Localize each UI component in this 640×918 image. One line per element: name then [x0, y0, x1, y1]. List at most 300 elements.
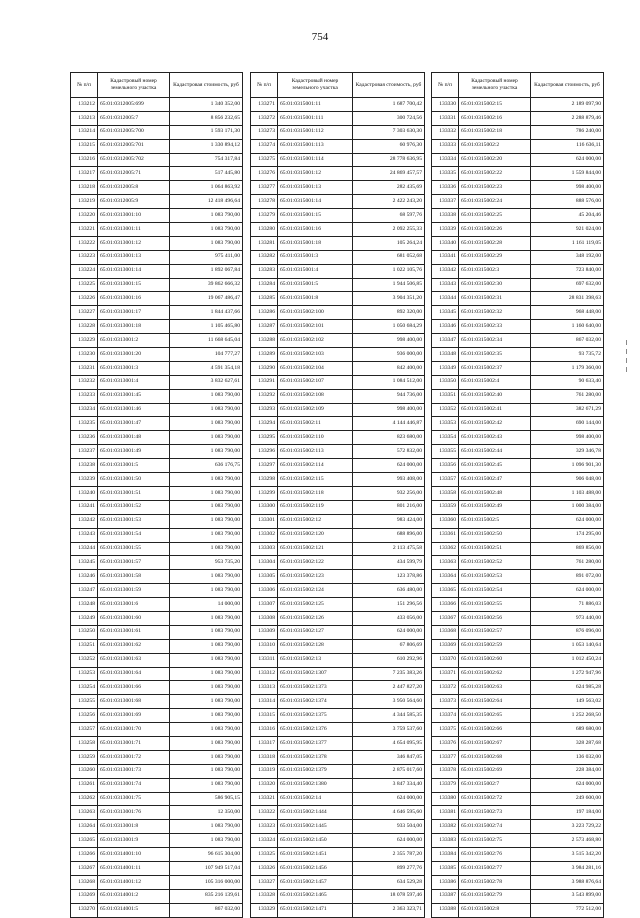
- cadastral-number: 65:01:0315002:123: [278, 570, 353, 584]
- table-row: [251, 653, 425, 667]
- row-number: 133382: [432, 820, 459, 834]
- table-row: [71, 375, 243, 389]
- cadastral-value: 136 032,00: [531, 750, 604, 764]
- row-number: 133383: [432, 834, 459, 848]
- table-row: [432, 417, 604, 431]
- cadastral-number: 65:01:0315002:14: [278, 792, 353, 806]
- table-row: [251, 542, 425, 556]
- table-row: [251, 375, 425, 389]
- cadastral-value: 723 840,00: [531, 264, 604, 278]
- cadastral-number: 65:01:0315002:59: [459, 639, 531, 653]
- table-row: [251, 764, 425, 778]
- row-number: 133302: [251, 528, 278, 542]
- table-row: [432, 431, 604, 445]
- row-number: 133320: [251, 778, 278, 792]
- cadastral-number: 65:01:0315002:2: [459, 139, 531, 153]
- row-number: 133276: [251, 167, 278, 181]
- cadastral-value: 28 778 636,95: [353, 153, 425, 167]
- table-row: [71, 584, 243, 598]
- cadastral-value: 7 303 630,30: [353, 125, 425, 139]
- cadastral-number: 65:01:0314001:11: [98, 861, 170, 875]
- cadastral-value: 1 687 700,42: [353, 98, 425, 112]
- cadastral-value: 983 424,00: [353, 514, 425, 528]
- row-number: 133308: [251, 611, 278, 625]
- cadastral-number: 65:01:0315002:11: [278, 417, 353, 431]
- row-number: 133314: [251, 695, 278, 709]
- cadastral-number: 65:01:0315002:55: [459, 598, 531, 612]
- cadastral-number: 65:01:0315002:110: [278, 431, 353, 445]
- cadastral-value: 434 599,79: [353, 556, 425, 570]
- cadastral-number: 65:01:0315002:51: [459, 542, 531, 556]
- cadastral-value: 869 856,00: [531, 542, 604, 556]
- cadastral-number: 65:01:0315001:112: [278, 125, 353, 139]
- table-row: [432, 834, 604, 848]
- cadastral-number: 65:01:0315002:69: [459, 764, 531, 778]
- row-number: 133264: [71, 820, 98, 834]
- row-number: 133370: [432, 653, 459, 667]
- cadastral-value: 105 264,24: [353, 236, 425, 250]
- table-row: [71, 348, 243, 362]
- cadastral-number: 65:01:0315002:1451: [278, 848, 353, 862]
- row-number: 133359: [432, 500, 459, 514]
- cadastral-number: 65:01:0315002:13: [278, 653, 353, 667]
- row-number: 133349: [432, 361, 459, 375]
- cadastral-value: 634 529,28: [353, 875, 425, 889]
- cadastral-value: 1 105 465,80: [170, 320, 243, 334]
- cadastral-value: 921 024,00: [531, 223, 604, 237]
- row-number: 133215: [71, 139, 98, 153]
- row-number: 133257: [71, 723, 98, 737]
- cadastral-value: 888 576,00: [531, 195, 604, 209]
- table-row: [251, 264, 425, 278]
- row-number: 133231: [71, 361, 98, 375]
- cadastral-number: 65:01:0315002:128: [278, 639, 353, 653]
- header-num: № п/п: [251, 73, 278, 98]
- cadastral-value: 1 083 790,00: [170, 514, 243, 528]
- row-number: 133296: [251, 445, 278, 459]
- cadastral-number: 65:01:0315002:1380: [278, 778, 353, 792]
- row-number: 133280: [251, 223, 278, 237]
- cadastral-number: 65:01:0313001:73: [98, 764, 170, 778]
- row-number: 133234: [71, 403, 98, 417]
- table-row: [251, 834, 425, 848]
- row-number: 133301: [251, 514, 278, 528]
- cadastral-value: 1 083 790,00: [170, 236, 243, 250]
- cadastral-number: 65:01:0315002:120: [278, 528, 353, 542]
- cadastral-number: 65:01:0315002:1445: [278, 820, 353, 834]
- cadastral-value: 67 806,69: [353, 639, 425, 653]
- table-row: [71, 848, 243, 862]
- row-number: 133272: [251, 111, 278, 125]
- cadastral-value: 68 597,76: [353, 209, 425, 223]
- table-row: [432, 320, 604, 334]
- row-number: 133342: [432, 264, 459, 278]
- table-row: [432, 334, 604, 348]
- cadastral-number: 65:01:0315002:79: [459, 889, 531, 903]
- cadastral-number: 65:01:0313001:49: [98, 445, 170, 459]
- row-number: 133277: [251, 181, 278, 195]
- page-number: 754: [311, 31, 329, 43]
- table-row: [432, 764, 604, 778]
- cadastral-number: 65:01:0313001:69: [98, 709, 170, 723]
- cadastral-value: 761 280,00: [531, 389, 604, 403]
- table-row: [71, 514, 243, 528]
- table-row: [71, 500, 243, 514]
- cadastral-number: 65:01:0315002:31: [459, 292, 531, 306]
- row-number: 133373: [432, 695, 459, 709]
- cadastral-value: 801 216,00: [353, 500, 425, 514]
- cadastral-value: 105 316 000,00: [170, 875, 243, 889]
- row-number: 133366: [432, 598, 459, 612]
- cadastral-value: 18 078 597,46: [353, 889, 425, 903]
- row-number: 133259: [71, 750, 98, 764]
- cadastral-number: 65:01:0313001:50: [98, 473, 170, 487]
- cadastral-value: 3 988 876,64: [531, 875, 604, 889]
- header-num: № п/п: [71, 73, 98, 98]
- cadastral-value: 1 103 488,00: [531, 486, 604, 500]
- cadastral-number: 65:01:0315002:104: [278, 361, 353, 375]
- table-row: [71, 306, 243, 320]
- row-number: 133330: [432, 98, 459, 112]
- cadastral-number: 65:01:0313001:76: [98, 806, 170, 820]
- table-row: [251, 139, 425, 153]
- table-row: [432, 778, 604, 792]
- cadastral-value: 1 000 384,00: [531, 500, 604, 514]
- cadastral-number: 65:01:0313001:47: [98, 417, 170, 431]
- row-number: 133243: [71, 528, 98, 542]
- cadastral-number: 65:01:0315002:4: [459, 375, 531, 389]
- cadastral-value: 1 053 140,64: [531, 639, 604, 653]
- row-number: 133343: [432, 278, 459, 292]
- cadastral-number: 65:01:0315002:126: [278, 611, 353, 625]
- table-row: [251, 820, 425, 834]
- cadastral-number: 65:01:0315002:60: [459, 653, 531, 667]
- cadastral-value: 1 844 437,66: [170, 306, 243, 320]
- cadastral-value: 586 905,15: [170, 792, 243, 806]
- table-row: [71, 695, 243, 709]
- cadastral-value: 2 113 475,58: [353, 542, 425, 556]
- row-number: 133265: [71, 834, 98, 848]
- row-number: 133361: [432, 528, 459, 542]
- cadastral-value: 174 295,00: [531, 528, 604, 542]
- cadastral-value: 3 223 729,22: [531, 820, 604, 834]
- row-number: 133290: [251, 361, 278, 375]
- row-number: 133340: [432, 236, 459, 250]
- cadastral-value: 624 985,28: [531, 681, 604, 695]
- cadastral-value: 282 435,69: [353, 181, 425, 195]
- cadastral-number: 65:01:0313001:14: [98, 264, 170, 278]
- cadastral-value: 1 083 790,00: [170, 570, 243, 584]
- cadastral-number: 65:01:0315002:124: [278, 584, 353, 598]
- table-row: [71, 542, 243, 556]
- cadastral-value: 1 083 790,00: [170, 500, 243, 514]
- table-row: [432, 500, 604, 514]
- cadastral-value: 936 000,00: [353, 348, 425, 362]
- row-number: 133322: [251, 806, 278, 820]
- row-number: 133350: [432, 375, 459, 389]
- cadastral-value: 71 886,03: [531, 598, 604, 612]
- cadastral-value: 1 083 790,00: [170, 542, 243, 556]
- cadastral-value: 107 949 517,04: [170, 861, 243, 875]
- cadastral-number: 65:01:0315002:42: [459, 417, 531, 431]
- cadastral-number: 65:01:0315002:108: [278, 389, 353, 403]
- cadastral-value: 1 083 790,00: [170, 820, 243, 834]
- cadastral-value: 1 083 790,00: [170, 611, 243, 625]
- table-row: [251, 889, 425, 903]
- row-number: 133360: [432, 514, 459, 528]
- cadastral-value: 2 092 255,33: [353, 223, 425, 237]
- cadastral-number: 65:01:0313001:20: [98, 348, 170, 362]
- cadastral-number: 65:01:0315002:15: [459, 98, 531, 112]
- row-number: 133367: [432, 611, 459, 625]
- row-number: 133245: [71, 556, 98, 570]
- row-number: 133282: [251, 250, 278, 264]
- header-cadastral-number: Кадастровый номер земельного участка: [98, 73, 170, 98]
- row-number: 133375: [432, 723, 459, 737]
- row-number: 133250: [71, 625, 98, 639]
- cadastral-number: 65:01:0315002:73: [459, 806, 531, 820]
- cadastral-value: 14 000,00: [170, 598, 243, 612]
- cadastral-number: 65:01:0315002:101: [278, 320, 353, 334]
- table-row: [71, 653, 243, 667]
- cadastral-number: 65:01:0312005:699: [98, 98, 170, 112]
- row-number: 133312: [251, 667, 278, 681]
- cadastral-number: 65:01:0315002:41: [459, 403, 531, 417]
- cadastral-number: 65:01:0315002:75: [459, 834, 531, 848]
- cadastral-number: 65:01:0313001:52: [98, 500, 170, 514]
- table-row: [432, 889, 604, 903]
- table-row: [71, 903, 243, 917]
- row-number: 133332: [432, 125, 459, 139]
- row-number: 133309: [251, 625, 278, 639]
- row-number: 133323: [251, 820, 278, 834]
- cadastral-value: 998 400,00: [531, 181, 604, 195]
- row-number: 133377: [432, 750, 459, 764]
- cadastral-value: 624 000,00: [531, 778, 604, 792]
- cadastral-value: 8 856 232,65: [170, 111, 243, 125]
- row-number: 133247: [71, 584, 98, 598]
- cadastral-number: 65:01:0315002:77: [459, 861, 531, 875]
- row-number: 133212: [71, 98, 98, 112]
- row-number: 133297: [251, 459, 278, 473]
- table-row: [432, 278, 604, 292]
- cadastral-value: 3 543 899,00: [531, 889, 604, 903]
- table-row: [71, 570, 243, 584]
- table-row: [71, 486, 243, 500]
- cadastral-value: 624 000,00: [353, 459, 425, 473]
- scan-margin-mark: [626, 340, 628, 388]
- table-row: [71, 459, 243, 473]
- row-number: 133321: [251, 792, 278, 806]
- table-row: [432, 264, 604, 278]
- table-row: [432, 875, 604, 889]
- cadastral-number: 65:01:0315002:45: [459, 459, 531, 473]
- table-row: [432, 653, 604, 667]
- row-number: 133351: [432, 389, 459, 403]
- table-row: [251, 236, 425, 250]
- cadastral-value: 149 563,02: [531, 695, 604, 709]
- cadastral-number: 65:01:0315002:16: [459, 111, 531, 125]
- table-row: [432, 139, 604, 153]
- table-row: [71, 611, 243, 625]
- cadastral-number: 65:01:0315002:65: [459, 709, 531, 723]
- cadastral-table-1: [70, 72, 243, 918]
- table-row: [251, 195, 425, 209]
- cadastral-number: 65:01:0313001:10: [98, 209, 170, 223]
- row-number: 133346: [432, 320, 459, 334]
- cadastral-number: 65:01:0315002:25: [459, 209, 531, 223]
- row-number: 133376: [432, 736, 459, 750]
- header-cadastral-number: Кадастровый номер земельного участка: [278, 73, 353, 98]
- table-row: [432, 125, 604, 139]
- row-number: 133372: [432, 681, 459, 695]
- cadastral-number: 65:01:0313001:46: [98, 403, 170, 417]
- table-row: [251, 528, 425, 542]
- row-number: 133291: [251, 375, 278, 389]
- row-number: 133336: [432, 181, 459, 195]
- cadastral-number: 65:01:0313001:15: [98, 278, 170, 292]
- cadastral-number: 65:01:0313001:51: [98, 486, 170, 500]
- cadastral-number: 65:01:0313001:59: [98, 584, 170, 598]
- cadastral-number: 65:01:0315002:64: [459, 695, 531, 709]
- cadastral-number: 65:01:0315002:118: [278, 486, 353, 500]
- table-row: [71, 834, 243, 848]
- cadastral-number: 65:01:0315002:1374: [278, 695, 353, 709]
- cadastral-value: 3 515 342,20: [531, 848, 604, 862]
- table-row: [432, 903, 604, 917]
- cadastral-value: 1 083 790,00: [170, 486, 243, 500]
- table-row: [71, 181, 243, 195]
- row-number: 133385: [432, 861, 459, 875]
- table-row: [251, 459, 425, 473]
- cadastral-value: 1 083 790,00: [170, 709, 243, 723]
- cadastral-value: 382 671,29: [531, 403, 604, 417]
- row-number: 133278: [251, 195, 278, 209]
- cadastral-number: 65:01:0315002:24: [459, 195, 531, 209]
- row-number: 133369: [432, 639, 459, 653]
- table-row: [71, 528, 243, 542]
- cadastral-value: 636 480,00: [353, 584, 425, 598]
- cadastral-number: 65:01:0315002:125: [278, 598, 353, 612]
- row-number: 133326: [251, 861, 278, 875]
- table-row: [432, 750, 604, 764]
- cadastral-number: 65:01:0313001:3: [98, 361, 170, 375]
- row-number: 133341: [432, 250, 459, 264]
- table-row: [432, 445, 604, 459]
- row-number: 133380: [432, 792, 459, 806]
- cadastral-value: 2 363 323,71: [353, 903, 425, 917]
- table-row: [432, 570, 604, 584]
- row-number: 133310: [251, 639, 278, 653]
- cadastral-value: 1 083 790,00: [170, 695, 243, 709]
- table-row: [71, 778, 243, 792]
- cadastral-number: 65:01:0315002:122: [278, 556, 353, 570]
- cadastral-number: 65:01:0315001:4: [278, 264, 353, 278]
- table-row: [251, 320, 425, 334]
- row-number: 133305: [251, 570, 278, 584]
- row-number: 133315: [251, 709, 278, 723]
- cadastral-number: 65:01:0313001:13: [98, 250, 170, 264]
- table-row: [71, 889, 243, 903]
- cadastral-number: 65:01:0315002:20: [459, 153, 531, 167]
- cadastral-number: 65:01:0315001:114: [278, 153, 353, 167]
- table-row: [251, 861, 425, 875]
- cadastral-number: 65:01:0313001:9: [98, 834, 170, 848]
- cadastral-value: 993 408,00: [353, 473, 425, 487]
- cadastral-number: 65:01:0315002:48: [459, 486, 531, 500]
- row-number: 133269: [71, 889, 98, 903]
- table-row: [251, 181, 425, 195]
- row-number: 133233: [71, 389, 98, 403]
- row-number: 133216: [71, 153, 98, 167]
- table-row: [71, 792, 243, 806]
- cadastral-value: 689 680,00: [531, 723, 604, 737]
- table-row: [432, 736, 604, 750]
- table-row: [432, 695, 604, 709]
- cadastral-number: 65:01:0315002:32: [459, 306, 531, 320]
- cadastral-number: 65:01:0315002:40: [459, 389, 531, 403]
- table-row: [251, 598, 425, 612]
- table-row: [432, 625, 604, 639]
- cadastral-number: 65:01:0312005:8: [98, 181, 170, 195]
- row-number: 133299: [251, 486, 278, 500]
- cadastral-value: 1 083 790,00: [170, 723, 243, 737]
- cadastral-value: 975 411,00: [170, 250, 243, 264]
- table-row: [432, 514, 604, 528]
- cadastral-value: 1 272 947,96: [531, 667, 604, 681]
- cadastral-number: 65:01:0312005:7: [98, 111, 170, 125]
- row-number: 133381: [432, 806, 459, 820]
- row-number: 133218: [71, 181, 98, 195]
- cadastral-number: 65:01:0313001:74: [98, 778, 170, 792]
- table-row: [251, 250, 425, 264]
- row-number: 133222: [71, 236, 98, 250]
- row-number: 133237: [71, 445, 98, 459]
- cadastral-number: 65:01:0315002:1377: [278, 736, 353, 750]
- table-row: [432, 459, 604, 473]
- row-number: 133388: [432, 903, 459, 917]
- row-number: 133229: [71, 334, 98, 348]
- cadastral-number: 65:01:0315002:103: [278, 348, 353, 362]
- cadastral-number: 65:01:0315002:68: [459, 750, 531, 764]
- table-row: [71, 125, 243, 139]
- cadastral-value: 90 633,40: [531, 375, 604, 389]
- row-number: 133254: [71, 681, 98, 695]
- cadastral-value: 572 832,00: [353, 445, 425, 459]
- table-row: [432, 667, 604, 681]
- cadastral-number: 65:01:0313001:58: [98, 570, 170, 584]
- header-num: № п/п: [432, 73, 459, 98]
- cadastral-number: 65:01:0315002:1373: [278, 681, 353, 695]
- cadastral-number: 65:01:0315001:12: [278, 167, 353, 181]
- table-row: [432, 806, 604, 820]
- cadastral-number: 65:01:0315001:18: [278, 236, 353, 250]
- cadastral-value: 624 000,00: [531, 153, 604, 167]
- table-row: [71, 195, 243, 209]
- table-row: [71, 389, 243, 403]
- cadastral-value: 681 052,68: [353, 250, 425, 264]
- row-number: 133261: [71, 778, 98, 792]
- row-number: 133294: [251, 417, 278, 431]
- cadastral-number: 65:01:0315002:33: [459, 320, 531, 334]
- cadastral-value: 3 759 537,60: [353, 723, 425, 737]
- cadastral-value: 1 083 790,00: [170, 834, 243, 848]
- row-number: 133374: [432, 709, 459, 723]
- cadastral-number: 65:01:0313001:66: [98, 681, 170, 695]
- cadastral-value: 151 296,56: [353, 598, 425, 612]
- cadastral-value: 12 350,00: [170, 806, 243, 820]
- table-row: [432, 223, 604, 237]
